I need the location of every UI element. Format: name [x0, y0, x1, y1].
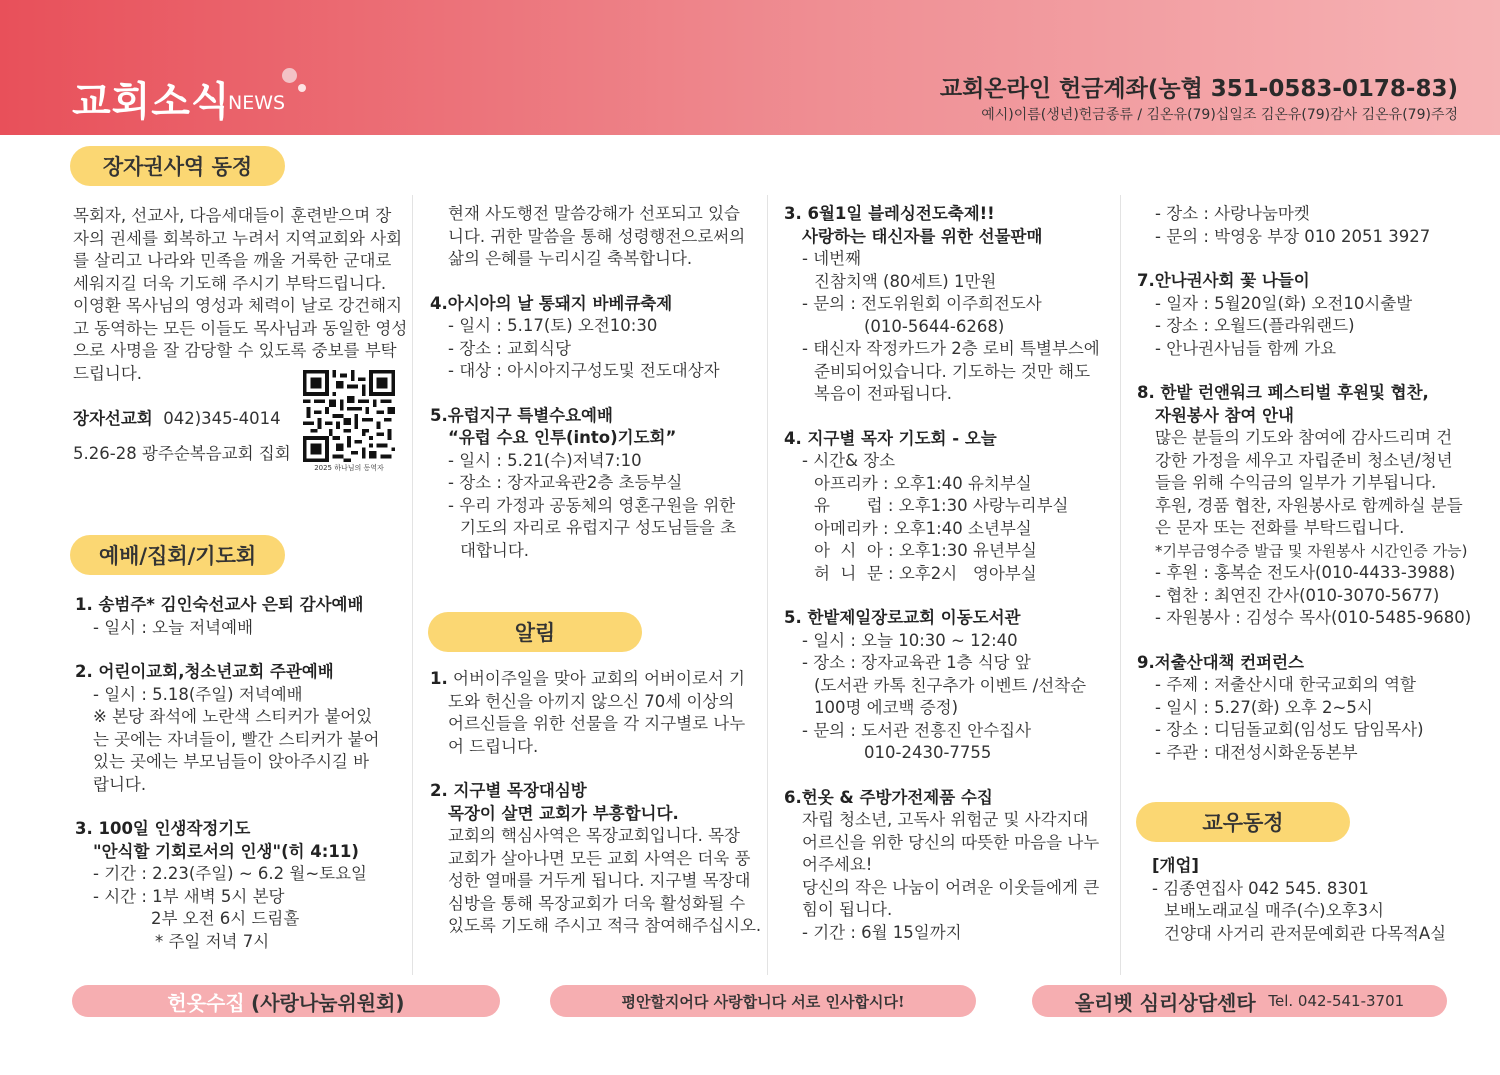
list-item: 아 시 아 : 오후1:30 유년부실 [814, 541, 1037, 560]
list-item: - 주제 : 저출산시대 한국교회의 역할 [1155, 675, 1416, 694]
list-item: - 대상 : 아시아지구성도및 전도대상자 [448, 361, 720, 380]
text-line: 성한 열매를 거두게 됩니다. 지구별 목장대 [448, 871, 751, 890]
list-item: - 일시 : 5.18(주일) 저녁예배 [93, 684, 303, 704]
text-line: *기부금영수증 발급 및 자원봉사 시간인증 가능) [1155, 541, 1468, 560]
list-item: 대합니다. [460, 540, 530, 560]
text-line: 목회자, 선교사, 다음세대들이 훈련받으며 장 [73, 206, 392, 225]
list-item: - 장소 : 교회식당 [448, 338, 571, 358]
text-line: 이영환 목사님의 영성과 체력이 날로 강건해지 [73, 296, 403, 315]
decorative-dot-small-icon [298, 84, 306, 92]
notice-item-title: 8. 한밭 런앤워크 페스티벌 후원및 협찬, [1137, 383, 1429, 402]
text-line: 어주세요! [802, 855, 873, 874]
notice-item-title: 2. 지구별 목장대심방 [430, 781, 587, 800]
list-item: * 주일 저녁 7시 [155, 931, 270, 951]
text-line: 니다. 귀한 말씀을 통해 성령행전으로써의 [448, 226, 746, 246]
notice-item-title: 5. 한밭제일장로교회 이동도서관 [784, 608, 1021, 627]
church-phone: 042)345-4014 [163, 409, 281, 428]
text-line: 교회가 살아나면 모든 교회 사역은 더욱 풍 [448, 848, 751, 868]
text-line: 후원, 경품 협찬, 자원봉사로 함께하실 분들 [1155, 495, 1463, 515]
list-item: 진참치액 (80세트) 1만원 [814, 271, 997, 291]
col4-list [1137, 203, 1482, 764]
text-line: 있도록 기도해 주시고 적극 참여해주십시오. [448, 916, 762, 935]
text-line: 어르신을 위한 당신의 따뜻한 마음을 나누 [802, 832, 1100, 852]
text-line: 들을 위해 수익금의 일부가 기부됩니다. [1155, 473, 1437, 492]
text-line: 세워지길 더욱 기도해 주시기 부탁드립니다. [73, 273, 387, 293]
list-item: 있는 곳에는 부모님들이 앉아주시길 바 [93, 752, 370, 771]
list-item: 기도의 자리로 유럽지구 성도님들을 초 [460, 518, 737, 537]
notice-item-subtitle: 자원봉사 참여 안내 [1155, 405, 1295, 425]
list-item: - 안나권사님들 함께 가요 [1155, 338, 1337, 358]
list-item: (도서관 카톡 친구추가 이벤트 /선착순 [814, 675, 1087, 695]
list-item: ※ 본당 좌석에 노란색 스티커가 붙어있 [93, 707, 373, 726]
decorative-dot-icon [282, 68, 297, 83]
text-line: 자의 권세를 회복하고 누려서 지역교회와 사회 [73, 228, 403, 248]
qr-code-icon[interactable] [303, 370, 395, 462]
list-item: 2부 오전 6시 드림홀 [151, 909, 300, 928]
list-item: - 일시 : 오늘 저녁예배 [93, 617, 254, 637]
greeting-banner: 평안할지어다 사랑합니다 서로 인사합시다! [550, 985, 976, 1017]
list-item: 유 럽 : 오후1:30 사랑누리부실 [814, 496, 1069, 515]
notice-item-title: 3. 6월1일 블레싱전도축제!! [784, 204, 995, 223]
clothes-collection-banner [72, 985, 500, 1017]
text-line: 당신의 작은 나눔이 어려운 이웃들에게 큰 [802, 877, 1100, 897]
text-line: 자립 청소년, 고독사 위험군 및 사각지대 [802, 810, 1089, 829]
list-item: 준비되어있습니다. 기도하는 것만 해도 [814, 361, 1091, 381]
offering-account: 교회온라인 헌금계좌(농협 351-0583-0178-83) [939, 76, 1458, 102]
list-item: - 문의 : 도서관 전흥진 안수집사 [802, 720, 1032, 740]
list-item: 010-2430-7755 [864, 743, 992, 762]
counsel-name: 올리벳 심리상담센타 [1074, 990, 1256, 1015]
list-item: 는 곳에는 자녀들이, 빨간 스티커가 붙어 [93, 729, 380, 749]
church-name: 장자선교회 [73, 409, 153, 428]
list-item: - 일시 : 오늘 10:30 ~ 12:40 [802, 630, 1018, 650]
list-item: - 주관 : 대전성시화운동본부 [1155, 742, 1358, 762]
list-item: 복음이 전파됩니다. [814, 384, 953, 403]
worship-item-title: 2. 어린이교회,청소년교회 주관예배 [75, 662, 334, 681]
notice-list [430, 668, 760, 938]
notice-item-title: 4. 지구별 목자 기도회 - 오늘 [784, 428, 997, 448]
notice-item-title: 7.안나권사회 꽃 나들이 [1137, 271, 1310, 290]
clothes-org: (사랑나눔위원회) [251, 990, 405, 1015]
text-line: 도와 헌신을 아끼지 않으신 70세 이상의 [448, 691, 735, 711]
list-item: - 후원 : 홍복순 전도사(010-4433-3988) [1155, 563, 1456, 582]
list-item: - 장소 : 장자교육관2층 초등부실 [448, 473, 683, 492]
list-item: 랍니다. [93, 774, 147, 794]
list-item: - 협찬 : 최연진 간사(010-3070-5677) [1155, 585, 1440, 605]
text-line: 를 살리고 나라와 민족을 깨울 거룩한 군대로 [73, 251, 392, 270]
col3-list [784, 203, 1114, 944]
section-alumni-heading: 교우동정 [1136, 802, 1350, 842]
alumni-list [1152, 855, 1482, 945]
list-item: - 일시 : 5.27(화) 오후 2~5시 [1155, 697, 1373, 717]
notice-item-title: 6.헌옷 & 주방가전제품 수집 [784, 787, 993, 807]
worship-item-title: 3. 100일 인생작정기도 [75, 819, 251, 838]
text-line: 고 동역하는 모든 이들도 목사님과 동일한 영성 [73, 318, 408, 338]
text-line: 삶의 은혜를 누리시길 축복합니다. [448, 249, 693, 268]
list-item: - 장소 : 장자교육관 1층 식당 앞 [802, 653, 1031, 672]
offering-example: 예시)이름(생년)헌금종류 / 김온유(79)십일조 김온유(79)감사 김온유(79)주정 [981, 107, 1458, 123]
news-label: NEWS [228, 92, 286, 114]
list-item: 허 니 문 : 오후2시 영아부실 [814, 563, 1037, 583]
text-line: 어 드립니다. [448, 736, 539, 756]
notice-item-title: 4.아시아의 날 통돼지 바베큐축제 [430, 293, 673, 313]
list-item: - 장소 : 디딤돌교회(임성도 담임목사) [1155, 720, 1424, 739]
jangja-contact [73, 408, 303, 465]
text-line: 강한 가정을 세우고 자립준비 청소년/청년 [1155, 450, 1453, 470]
list-item: - 장소 : 오월드(플라워랜드) [1155, 316, 1355, 335]
text-line: 드립니다. [73, 363, 143, 383]
column-divider [1120, 195, 1121, 975]
notice-number: 1. [430, 669, 448, 688]
notice-item-subtitle: “유럽 수요 인투(into)기도회” [448, 428, 677, 447]
counsel-tel: Tel. 042-541-3701 [1268, 992, 1405, 1010]
list-item: - 네번째 [802, 249, 862, 268]
list-item: - 일시 : 5.17(토) 오전10:30 [448, 316, 658, 335]
jangja-body [73, 205, 408, 385]
list-item: - 기간 : 6월 15일까지 [802, 922, 962, 942]
list-item: - 김종연집사 042 545. 8301 [1152, 878, 1369, 898]
notice-item-title: 9.저출산대책 컨퍼런스 [1137, 652, 1304, 672]
worship-item-subtitle: "안식할 기회로서의 인생"(히 4:11) [93, 841, 359, 861]
alumni-tag: [개업] [1152, 856, 1199, 875]
text-line: 어르신들을 위한 선물을 각 지구별로 나누 [448, 714, 746, 733]
list-item: 보배노래교실 매주(수)오후3시 [1164, 901, 1384, 920]
list-item: (010-5644-6268) [864, 316, 1005, 336]
text-line: 심방을 통해 목장교회가 더욱 활성화될 수 [448, 893, 746, 913]
list-item: - 시간 : 1부 새벽 5시 본당 [93, 886, 285, 906]
list-item: - 일자 : 5월20일(화) 오전10시출발 [1155, 293, 1413, 313]
section-worship-heading: 예배/집회/기도회 [70, 535, 285, 575]
notice-item-title: 5.유럽지구 특별수요예배 [430, 405, 613, 425]
text-line: 어버이주일을 맞아 교회의 어버이로서 기 [453, 669, 745, 688]
section-notice-heading: 알림 [428, 612, 642, 652]
list-item: 건양대 사거리 관저문예회관 다목적A실 [1164, 923, 1447, 943]
list-item: - 태신자 작정카드가 2층 로비 특별부스에 [802, 339, 1100, 358]
meeting-info: 5.26-28 광주순복음교회 집회 [73, 443, 291, 463]
notice-item-subtitle: 목장이 살면 교회가 부흥합니다. [448, 803, 679, 823]
list-item: - 일시 : 5.21(수)저녁7:10 [448, 450, 642, 470]
worship-list [75, 594, 405, 953]
list-item: 아메리카 : 오후1:40 소년부실 [814, 518, 1032, 538]
text-line: 교회의 핵심사역은 목장교회입니다. 목장 [448, 826, 740, 845]
counseling-banner [1032, 985, 1447, 1017]
text-line: 으로 사명을 잘 감당할 수 있도록 중보를 부탁 [73, 341, 397, 360]
col2-top [430, 203, 760, 562]
list-item: - 우리 가정과 공동체의 영혼구원을 위한 [448, 495, 736, 515]
text-line: 현재 사도행전 말씀강해가 선포되고 있습 [448, 204, 740, 223]
list-item: 아프리카 : 오후1:40 유치부실 [814, 473, 1032, 493]
section-jangja-heading: 장자권사역 동정 [70, 146, 285, 186]
list-item: - 문의 : 박영웅 부장 010 2051 3927 [1155, 226, 1431, 246]
list-item: - 장소 : 사랑나눔마켓 [1155, 204, 1310, 223]
worship-item-title: 1. 송범주* 김인숙선교사 은퇴 감사예배 [75, 595, 364, 614]
page-title: 교회소식 [72, 79, 231, 125]
list-item: - 기간 : 2.23(주일) ~ 6.2 월~토요일 [93, 864, 367, 883]
text-line: 힘이 됩니다. [802, 900, 893, 919]
text-line: 많은 분들의 기도와 참여에 감사드리며 건 [1155, 428, 1453, 447]
column-divider [412, 195, 413, 975]
list-item: - 시간& 장소 [802, 451, 896, 470]
list-item: - 문의 : 전도위원회 이주희전도사 [802, 294, 1042, 313]
header-banner [0, 0, 1500, 135]
notice-item-subtitle: 사랑하는 태신자를 위한 선물판매 [802, 226, 1043, 246]
list-item: - 자원봉사 : 김성수 목사(010-5485-9680) [1155, 608, 1472, 627]
list-item: 100명 에코백 증정) [814, 698, 959, 717]
qr-caption: 2025 하나님의 동역자 [314, 464, 384, 472]
text-line: 은 문자 또는 전화를 부탁드립니다. [1155, 518, 1405, 537]
column-divider [767, 195, 768, 975]
clothes-label: 헌옷수집 [167, 990, 245, 1015]
